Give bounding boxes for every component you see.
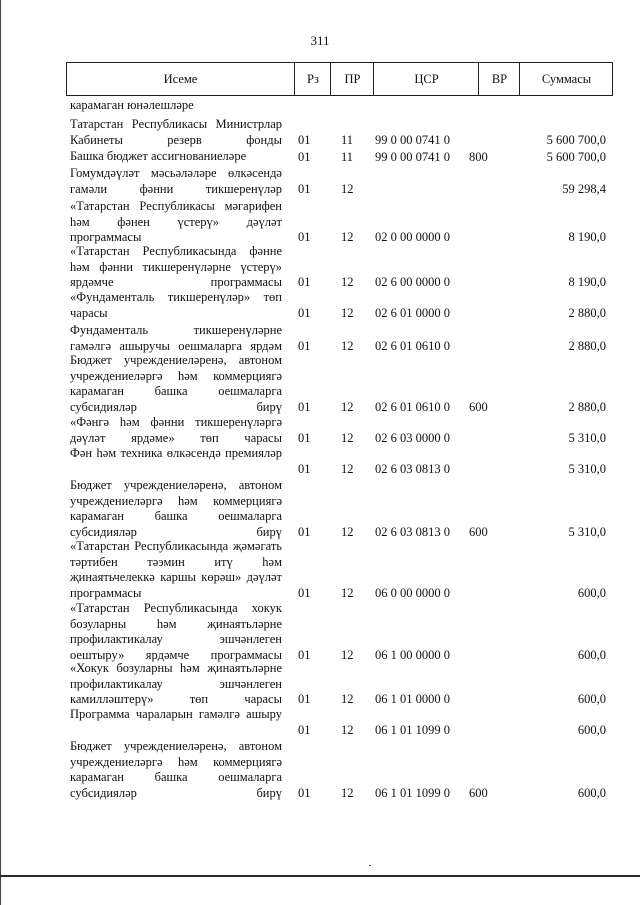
row-csr: 02 6 00 0000 0 [375, 274, 450, 289]
row-pr: 12 [341, 399, 354, 414]
row-sum: 8 190,0 [568, 274, 606, 289]
row-name: Башка бюджет ассигнованиеләре [70, 149, 247, 163]
row-rz: 01 [298, 691, 311, 706]
table-header [66, 62, 613, 96]
row-name: «Татарстан Республикасында фәнне һәм фәнни тикшеренүләрне үстерү» ярдәмче программасы [70, 244, 282, 289]
table-row [70, 539, 610, 601]
row-csr: 99 0 00 0741 0 [375, 149, 450, 164]
row-pr: 12 [341, 585, 354, 600]
row-pr: 12 [341, 785, 354, 800]
table-row [70, 290, 610, 321]
header-name: Исеме [163, 72, 198, 86]
row-pr: 12 [341, 722, 354, 737]
row-name: Татарстан Республикасы Министрлар Кабинеты резерв фонды [70, 117, 282, 147]
page-number: 311 [310, 33, 330, 48]
row-rz: 01 [298, 430, 311, 445]
row-rz: 01 [298, 461, 311, 476]
row-csr: 06 1 01 1099 0 [375, 785, 450, 800]
row-name: «Фәнгә һәм фәнни тикшеренүләргә дәүләт ярдәме» төп чарасы [70, 415, 282, 445]
row-name: Фундаменталь тикшеренүләрне гамәлгә ашыручы оешмаларга ярдәм [70, 323, 282, 353]
row-name: «Татарстан Республикасы мәгарифен һәм фәнен үстерү» дәүләт программасы [70, 199, 282, 244]
row-csr: 06 1 01 1099 0 [375, 722, 450, 737]
row-pr: 12 [341, 524, 354, 539]
row-sum: 5 310,0 [568, 461, 606, 476]
row-name: Фән һәм техника өлкәсендә премияләр [70, 446, 282, 460]
table-row [70, 353, 610, 415]
row-rz: 01 [298, 338, 311, 353]
table-row [70, 415, 610, 446]
row-rz: 01 [298, 305, 311, 320]
table-row [70, 117, 610, 148]
row-csr: 02 6 03 0813 0 [375, 461, 450, 476]
row-sum: 5 310,0 [568, 430, 606, 445]
row-pr: 12 [341, 647, 354, 662]
table-row [70, 601, 610, 663]
row-rz: 01 [298, 274, 311, 289]
row-sum: 2 880,0 [568, 305, 606, 320]
row-pr: 11 [341, 149, 354, 164]
row-name: «Фундаменталь тикшеренүләр» төп чарасы [70, 290, 282, 320]
row-vr: 600 [469, 785, 488, 800]
row-name: Гомумдәүләт мәсьәләләре өлкәсендә гамәли фәнни тикшеренүләр [70, 166, 282, 196]
row-csr: 02 6 01 0610 0 [375, 338, 450, 353]
table-row [70, 199, 610, 245]
row-csr: 02 6 03 0813 0 [375, 524, 450, 539]
row-rz: 01 [298, 229, 311, 244]
header-sum: Суммасы [519, 63, 613, 95]
row-rz: 01 [298, 585, 311, 600]
row-rz: 01 [298, 181, 311, 196]
scan-speck [369, 865, 371, 866]
table-row [70, 707, 610, 738]
row-sum: 2 880,0 [568, 399, 606, 414]
table-row [70, 166, 610, 197]
row-name: «Татарстан Республикасында җәмәгать тәртибен тәэмин итү һәм җинаятьчелеккә каршы көрәш» дәүләт программасы [70, 539, 282, 600]
row-sum: 5 600 700,0 [546, 132, 606, 147]
row-pr: 11 [341, 132, 354, 147]
table-row [70, 739, 610, 801]
row-name: «Хокук бозуларны һәм җинаятьләрне профилактикалау эшчәнлеген камилләштерү» төп чарасы [70, 661, 282, 706]
table-row [70, 478, 610, 540]
row-csr: 02 6 03 0000 0 [375, 430, 450, 445]
header-rz: Рз [294, 63, 331, 95]
row-pr: 12 [341, 181, 354, 196]
scan-bottom-edge [0, 875, 640, 877]
row-name: Бюджет учреждениеләренә, автоном учреждениеләргә һәм коммерциягә карамаган башка оешмаларга субсидияләр бирү [70, 739, 282, 800]
row-rz: 01 [298, 399, 311, 414]
row-name: Программа чараларын гамәлгә ашыру [70, 707, 282, 721]
row-csr: 06 0 00 0000 0 [375, 585, 450, 600]
table-row [70, 244, 610, 290]
row-rz: 01 [298, 785, 311, 800]
scan-left-edge [0, 0, 1, 905]
row-pr: 12 [341, 229, 354, 244]
row-csr: 02 6 01 0610 0 [375, 399, 450, 414]
row-pr: 12 [341, 430, 354, 445]
row-csr: 06 1 01 0000 0 [375, 691, 450, 706]
header-csr: ЦСР [373, 63, 479, 95]
row-sum: 600,0 [577, 691, 606, 706]
row-rz: 01 [298, 524, 311, 539]
row-sum: 5 600 700,0 [546, 149, 606, 164]
table-row [70, 446, 610, 477]
row-sum: 600,0 [577, 585, 606, 600]
table-row [70, 149, 610, 165]
row-pr: 12 [341, 305, 354, 320]
row-csr: 02 0 00 0000 0 [375, 229, 450, 244]
row-pr: 12 [341, 274, 354, 289]
row-sum: 600,0 [577, 722, 606, 737]
row-rz: 01 [298, 647, 311, 662]
row-name: карамаган юнәлешләре [70, 98, 194, 112]
table-row [70, 323, 610, 354]
row-name: Бюджет учреждениеләренә, автоном учреждениеләргә һәм коммерциягә карамаган башка оешмаларга субсидияләр бирү [70, 478, 282, 539]
row-sum: 59 298,4 [562, 181, 606, 196]
row-sum: 600,0 [577, 785, 606, 800]
row-csr: 06 1 00 0000 0 [375, 647, 450, 662]
row-name: «Татарстан Республикасында хокук бозуларны һәм җинаятьләрне профилактикалау эшчәнлеген оештыру» ярдәмче программасы [70, 601, 282, 662]
row-pr: 12 [341, 691, 354, 706]
row-name: Бюджет учреждениеләренә, автоном учреждениеләргә һәм коммерциягә карамаган башка оешмаларга субсидияләр бирү [70, 353, 282, 414]
row-pr: 12 [341, 461, 354, 476]
header-vr: ВР [478, 63, 520, 95]
table-row [70, 661, 610, 707]
row-sum: 8 190,0 [568, 229, 606, 244]
row-vr: 600 [469, 399, 488, 414]
table-row [70, 98, 610, 113]
row-vr: 800 [469, 149, 488, 164]
row-rz: 01 [298, 132, 311, 147]
row-sum: 600,0 [577, 647, 606, 662]
row-vr: 600 [469, 524, 488, 539]
row-rz: 01 [298, 149, 311, 164]
row-csr: 02 6 01 0000 0 [375, 305, 450, 320]
row-rz: 01 [298, 722, 311, 737]
header-pr: ПР [330, 63, 374, 95]
row-sum: 2 880,0 [568, 338, 606, 353]
row-csr: 99 0 00 0741 0 [375, 132, 450, 147]
row-sum: 5 310,0 [568, 524, 606, 539]
row-pr: 12 [341, 338, 354, 353]
